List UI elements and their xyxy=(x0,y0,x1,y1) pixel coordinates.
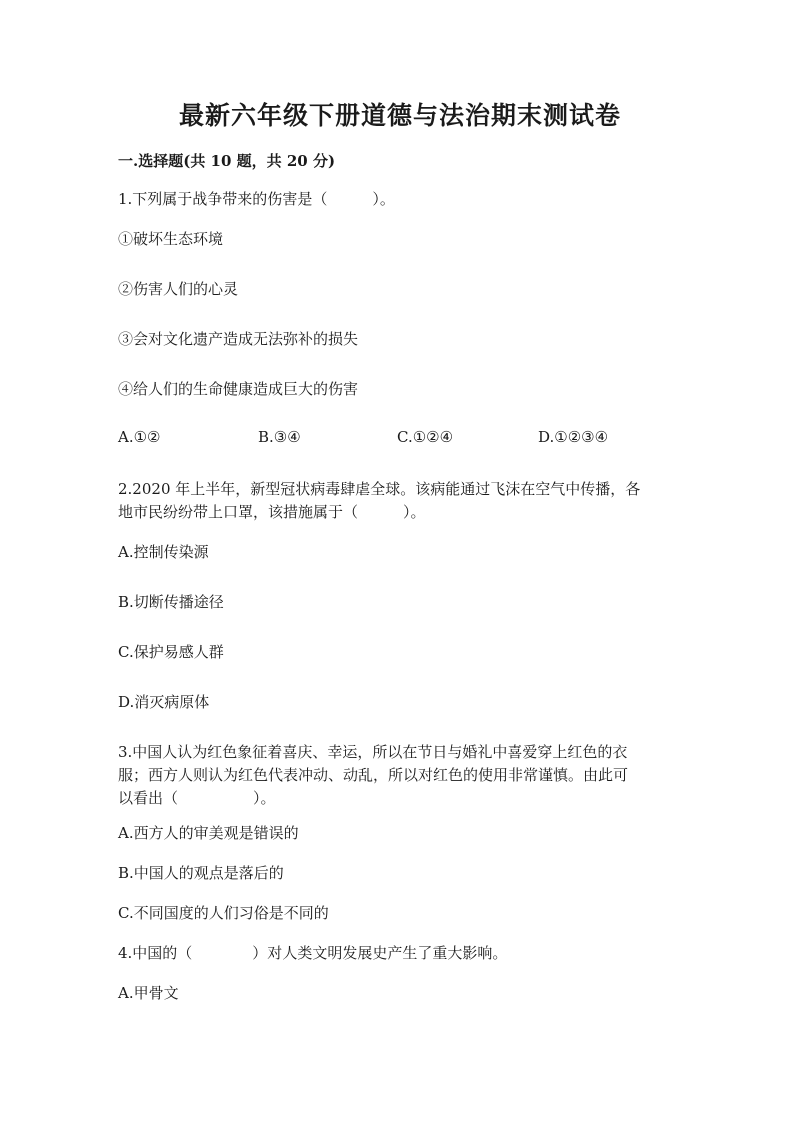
question-3-stem-line-1: 3.中国人认为红色象征着喜庆、幸运，所以在节日与婚礼中喜爱穿上红色的衣 xyxy=(118,743,628,761)
question-2-option-a: A.控制传染源 xyxy=(118,543,209,561)
question-4-option-a: A.甲骨文 xyxy=(118,984,179,1002)
section-heading: 一.选择题(共 10 题，共 20 分) xyxy=(118,152,336,170)
question-1-option-c: C.①②④ xyxy=(397,428,454,446)
question-1-option-b: B.③④ xyxy=(258,428,301,446)
question-3-stem-line-2: 服；西方人则认为红色代表冲动、动乱，所以对红色的使用非常谨慎。由此可 xyxy=(118,766,629,784)
question-1-item-2: ②伤害人们的心灵 xyxy=(118,280,239,298)
question-2-option-c: C.保护易感人群 xyxy=(118,643,224,661)
question-3-option-b: B.中国人的观点是落后的 xyxy=(118,864,284,882)
question-1-item-1: ①破坏生态环境 xyxy=(118,230,224,248)
question-2-option-b: B.切断传播途径 xyxy=(118,593,224,611)
question-2-option-d: D.消灭病原体 xyxy=(118,693,210,711)
question-2-stem-line-2: 地市民纷纷带上口罩，该措施属于（ ）。 xyxy=(118,503,426,521)
question-3-option-a: A.西方人的审美观是错误的 xyxy=(118,824,299,842)
question-2-stem-line-1: 2.2020 年上半年，新型冠状病毒肆虐全球。该病能通过飞沫在空气中传播，各 xyxy=(118,480,641,498)
question-1-option-a: A.①② xyxy=(118,428,161,446)
question-3-option-c: C.不同国度的人们习俗是不同的 xyxy=(118,904,329,922)
question-1-item-4: ④给人们的生命健康造成巨大的伤害 xyxy=(118,380,359,398)
question-3-stem-line-3: 以看出（ ）。 xyxy=(118,789,276,807)
question-1-stem: 1.下列属于战争带来的伤害是（ ）。 xyxy=(118,190,395,208)
question-1-item-3: ③会对文化遗产造成无法弥补的损失 xyxy=(118,330,359,348)
page-title: 最新六年级下册道德与法治期末测试卷 xyxy=(178,101,621,130)
question-1-option-d: D.①②③④ xyxy=(538,428,609,446)
question-4-stem: 4.中国的（ ）对人类文明发展史产生了重大影响。 xyxy=(118,944,508,962)
